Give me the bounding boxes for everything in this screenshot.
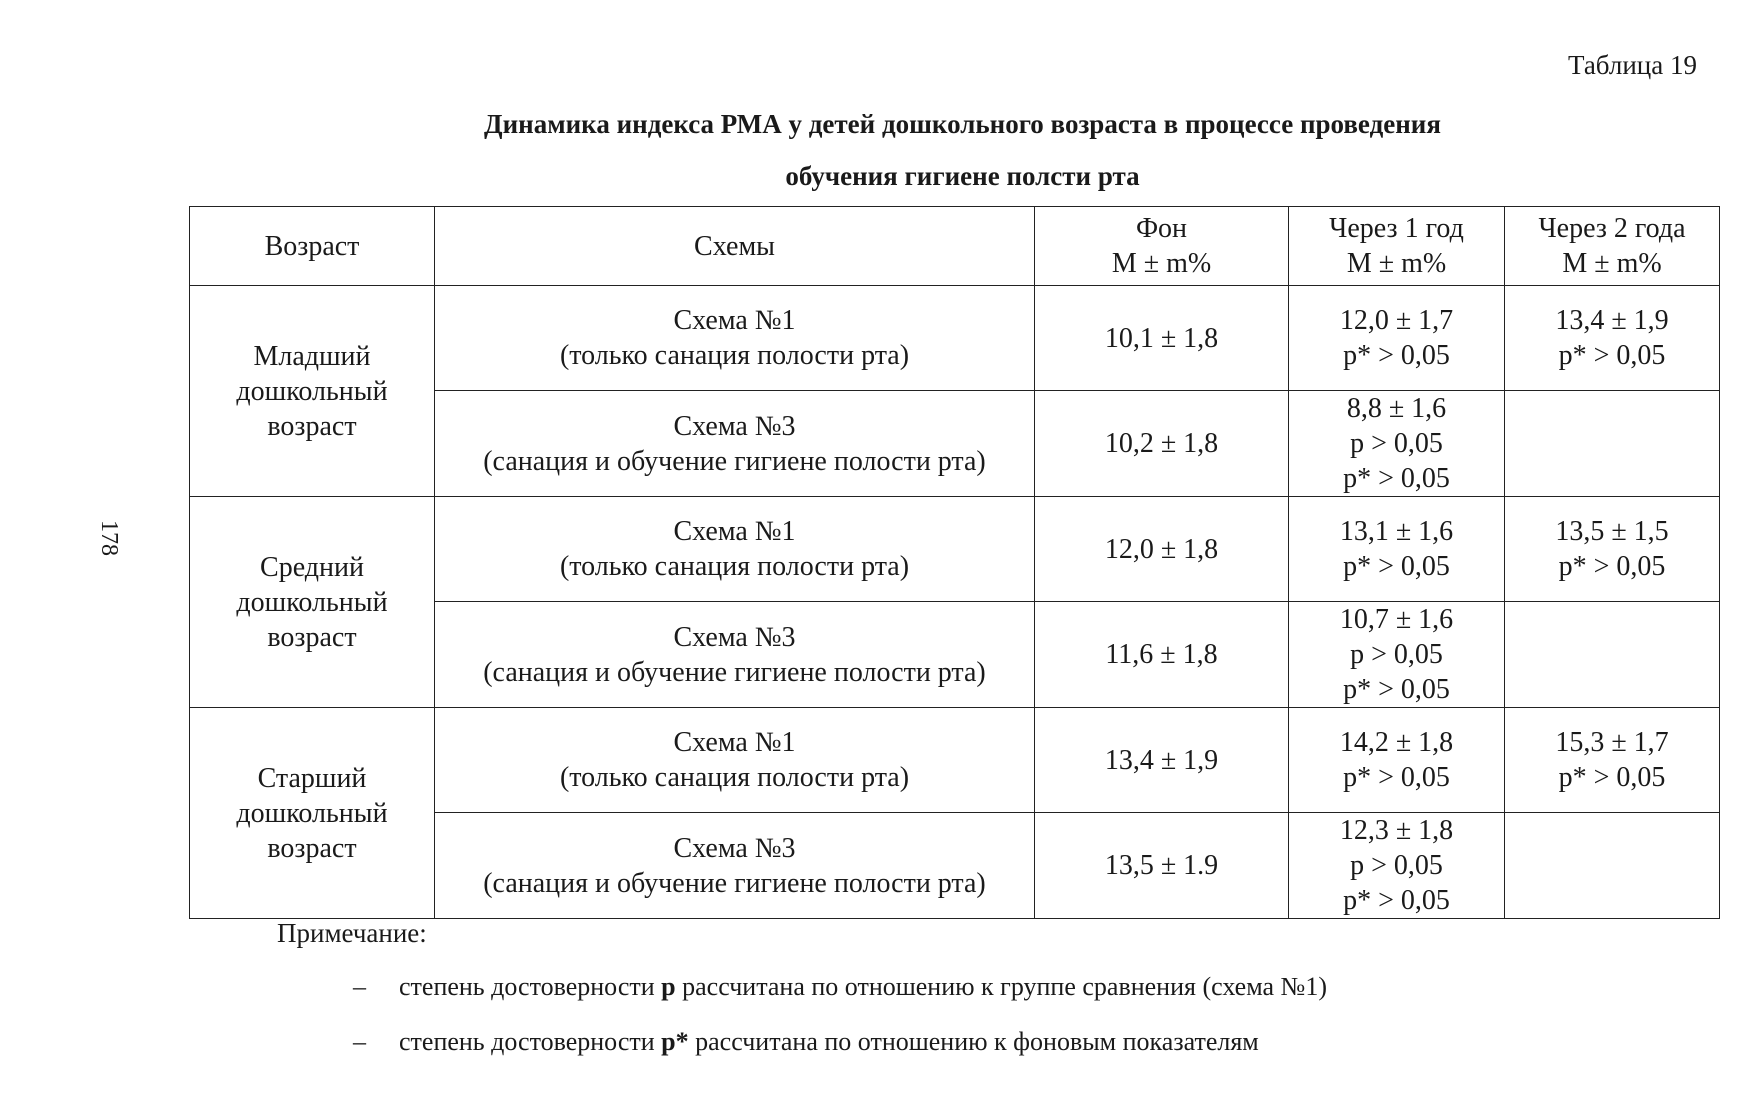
table-row bbox=[190, 708, 1720, 813]
note-heading: Примечание: bbox=[277, 918, 427, 948]
baseline-cell: 10,1 ± 1,8 bbox=[1035, 286, 1289, 391]
table-row bbox=[190, 286, 1720, 391]
header-year2: Через 2 года M ± m% bbox=[1505, 207, 1720, 286]
pma-index-table bbox=[189, 206, 1720, 919]
table-number: Таблица 19 bbox=[1568, 50, 1697, 80]
age-group-cell: Младший дошкольный возраст bbox=[190, 286, 435, 497]
year2-cell: 15,3 ± 1,7 p* > 0,05 bbox=[1505, 708, 1720, 813]
year1-cell: 10,7 ± 1,6 p > 0,05 p* > 0,05 bbox=[1289, 602, 1505, 708]
p-symbol: p bbox=[661, 972, 676, 1001]
baseline-cell: 13,4 ± 1,9 bbox=[1035, 708, 1289, 813]
scheme-cell: Схема №1 (только санация полости рта) bbox=[435, 497, 1035, 602]
year2-cell bbox=[1505, 813, 1720, 919]
baseline-cell: 10,2 ± 1,8 bbox=[1035, 391, 1289, 497]
title-line-2: обучения гигиене полсти рта bbox=[785, 161, 1140, 191]
title-line-1: Динамика индекса РМА у детей дошкольного возраста в процессе проведения bbox=[484, 109, 1441, 139]
header-baseline: Фон M ± m% bbox=[1035, 207, 1289, 286]
note-item-2: – степень достоверности p* рассчитана по отношению к фоновым показателям bbox=[353, 1027, 1259, 1056]
baseline-cell: 11,6 ± 1,8 bbox=[1035, 602, 1289, 708]
page-number: 178 bbox=[96, 520, 122, 556]
scheme-cell: Схема №3 (санация и обучение гигиене полости рта) bbox=[435, 391, 1035, 497]
year2-cell bbox=[1505, 602, 1720, 708]
age-group-cell: Средний дошкольный возраст bbox=[190, 497, 435, 708]
age-group-cell: Старший дошкольный возраст bbox=[190, 708, 435, 919]
scheme-cell: Схема №3 (санация и обучение гигиене полости рта) bbox=[435, 602, 1035, 708]
header-row bbox=[190, 207, 1720, 286]
year2-cell bbox=[1505, 391, 1720, 497]
year1-cell: 12,0 ± 1,7 p* > 0,05 bbox=[1289, 286, 1505, 391]
dash-marker: – bbox=[353, 1027, 366, 1056]
year2-cell: 13,5 ± 1,5 p* > 0,05 bbox=[1505, 497, 1720, 602]
year1-cell: 8,8 ± 1,6 p > 0,05 p* > 0,05 bbox=[1289, 391, 1505, 497]
baseline-cell: 12,0 ± 1,8 bbox=[1035, 497, 1289, 602]
header-year1: Через 1 год M ± m% bbox=[1289, 207, 1505, 286]
year1-cell: 12,3 ± 1,8 p > 0,05 p* > 0,05 bbox=[1289, 813, 1505, 919]
header-schemes: Схемы bbox=[435, 207, 1035, 286]
scheme-cell: Схема №3 (санация и обучение гигиене полости рта) bbox=[435, 813, 1035, 919]
note-item-1: – степень достоверности p рассчитана по отношению к группе сравнения (схема №1) bbox=[353, 972, 1327, 1001]
table-row bbox=[190, 497, 1720, 602]
year1-cell: 14,2 ± 1,8 p* > 0,05 bbox=[1289, 708, 1505, 813]
dash-marker: – bbox=[353, 972, 366, 1001]
scheme-cell: Схема №1 (только санация полости рта) bbox=[435, 286, 1035, 391]
scheme-cell: Схема №1 (только санация полости рта) bbox=[435, 708, 1035, 813]
year1-cell: 13,1 ± 1,6 p* > 0,05 bbox=[1289, 497, 1505, 602]
document-title bbox=[190, 98, 1735, 202]
header-age: Возраст bbox=[190, 207, 435, 286]
year2-cell: 13,4 ± 1,9 p* > 0,05 bbox=[1505, 286, 1720, 391]
p-star-symbol: p* bbox=[661, 1027, 689, 1056]
baseline-cell: 13,5 ± 1.9 bbox=[1035, 813, 1289, 919]
